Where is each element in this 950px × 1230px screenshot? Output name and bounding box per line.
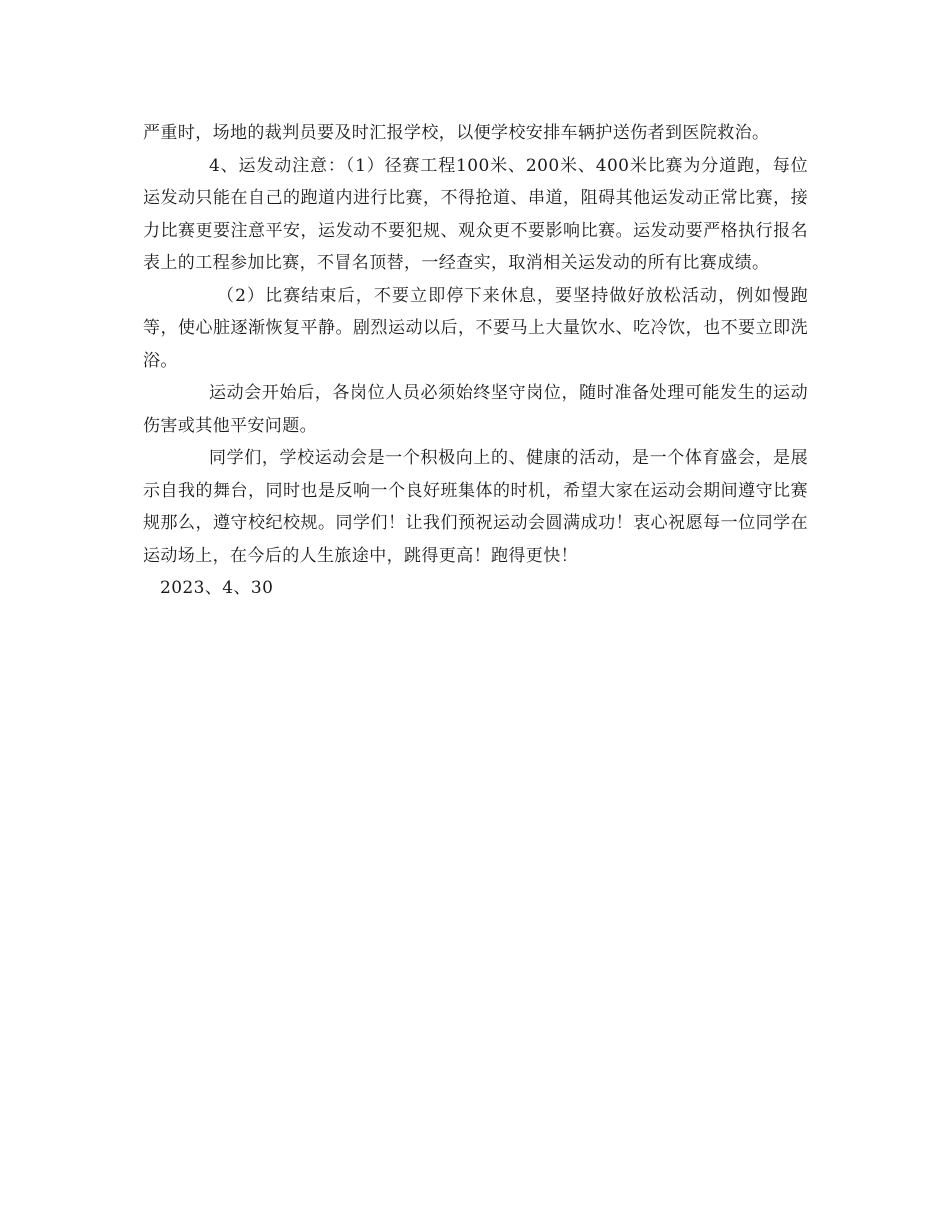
paragraph-after-race: （2）比赛结束后，不要立即停下来休息，要坚持做好放松活动，例如慢跑等，使心脏逐渐恢复平静。剧烈运动以后，不要马上大量饮水、吃冷饮，也不要立即洗浴。 xyxy=(143,285,808,371)
paragraph-referee-report: 严重时，场地的裁判员要及时汇报学校，以便学校安排车辆护送伤者到医院救治。 xyxy=(143,123,770,143)
document-date: 2023、4、30 xyxy=(160,578,274,598)
paragraph-athlete-notes: 4、运发动注意：（1）径赛工程100米、200米、400米比赛为分道跑，每位运发动只能在自己的跑道内进行比赛，不得抢道、串道，阻碍其他运发动正常比赛，接力比赛更要注意平安，运发动不要犯规、观众更不要影响比赛。运发动要严格执行报名表上的工程参加比赛，不冒名顶替，一经查实，取消相关运发动的所有比赛成绩。 xyxy=(143,155,808,273)
paragraph-closing-message: 同学们，学校运动会是一个积极向上的、健康的活动，是一个体育盛会，是展示自我的舞台，同时也是反响一个良好班集体的时机，希望大家在运动会期间遵守比赛规那么，遵守校纪校规。同学们！让我们预祝运动会圆满成功！衷心祝愿每一位同学在运动场上，在今后的人生旅途中，跳得更高！跑得更快！ xyxy=(143,448,808,566)
paragraph-staff-duty: 运动会开始后，各岗位人员必须始终坚守岗位，随时准备处理可能发生的运动伤害或其他平安问题。 xyxy=(143,383,808,436)
document-body xyxy=(143,117,808,605)
